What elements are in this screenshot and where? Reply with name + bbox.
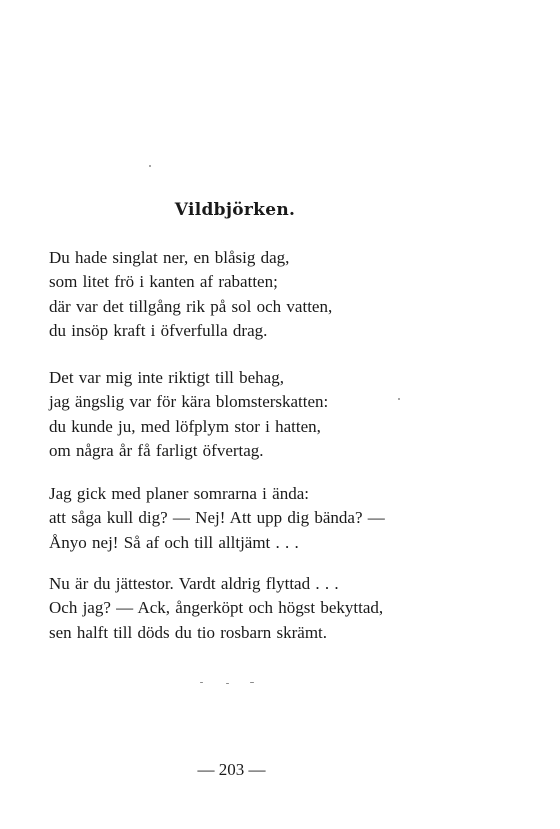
stanza-3 [49,482,385,555]
poem-line: jag ängslig var för kära blomsterskatten: [49,392,329,412]
stanza-4 [49,572,383,645]
poem-line: om några år få farligt öfvertag. [49,440,264,460]
stanza-1 [49,246,332,343]
poem-line: att såga kull dig? — Nej! Att upp dig bända? — [49,508,385,528]
poem-line: du insöp kraft i öfverfulla drag. [49,320,268,340]
poem-line: du kunde ju, med löfplym stor i hatten, [49,416,321,436]
poem-line: som litet frö i kanten af rabatten; [49,272,278,292]
poem-line: sen halft till döds du tio rosbarn skrämt. [49,622,328,642]
print-speck [398,398,400,400]
print-speck [149,165,151,167]
print-speck [200,682,203,683]
poem-line: Du hade singlat ner, en blåsig dag, [49,248,290,267]
poem-line: Jag gick med planer somrarna i ända: [49,484,309,503]
poem-line: där var det tillgång rik på sol och vatten, [49,296,333,316]
poem-title: Vildbjörken. [174,200,296,220]
stanza-2 [49,366,328,463]
poem-line: Nu är du jättestor. Vardt aldrig flyttad . . . [49,574,339,593]
poem-line: Och jag? — Ack, ångerköpt och högst bekyttad, [49,598,384,618]
print-speck [250,682,254,683]
page-number: — 203 — [197,760,266,779]
print-speck [226,683,229,684]
poem-line: Det var mig inte riktigt till behag, [49,368,284,387]
poem-line: Ånyo nej! Så af och till alltjämt . . . [49,532,299,552]
